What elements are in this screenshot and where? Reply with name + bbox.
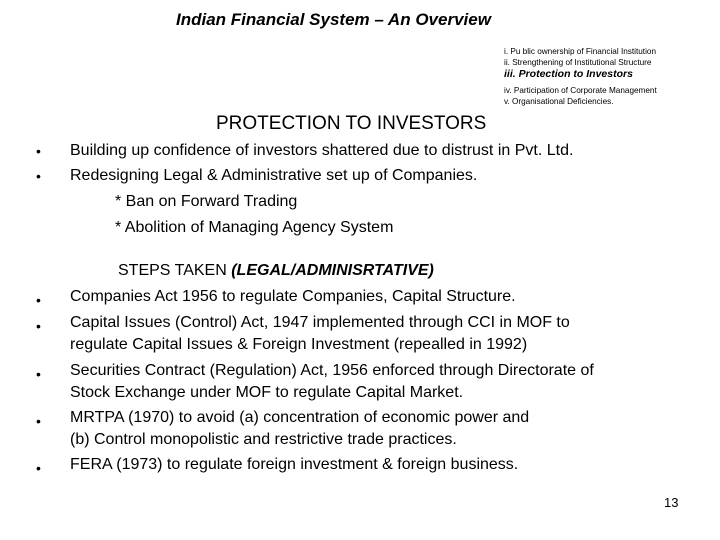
bullet-marker: • [36, 318, 41, 334]
page-number: 13 [664, 495, 679, 510]
bullet-marker: • [36, 143, 41, 159]
sub-item: * Abolition of Managing Agency System [115, 219, 394, 236]
bullet-item-continuation: (b) Control monopolistic and restrictive trade practices. [70, 431, 457, 448]
bullet-item: Companies Act 1956 to regulate Companies, Capital Structure. [70, 288, 516, 305]
outline-item-i: i. Pu blic ownership of Financial Institution [504, 47, 657, 56]
steps-heading [118, 261, 434, 281]
bullet-item: Building up confidence of investors shattered due to distrust in Pvt. Ltd. [70, 142, 574, 159]
sub-item: * Ban on Forward Trading [115, 193, 298, 210]
bullet-item: FERA (1973) to regulate foreign investment & foreign business. [70, 456, 519, 473]
bullet-item: Redesigning Legal & Administrative set up of Companies. [70, 167, 478, 184]
bullet-marker: • [36, 413, 41, 429]
bullet-marker: • [36, 292, 41, 308]
bullet-marker: • [36, 460, 41, 476]
section-heading: PROTECTION TO INVESTORS [216, 113, 487, 134]
bullet-marker: • [36, 366, 41, 382]
outline-item-v: v. Organisational Deficiencies. [504, 97, 614, 106]
steps-label: STEPS TAKEN [118, 262, 232, 279]
outline-item-iv: iv. Participation of Corporate Management [504, 86, 657, 95]
topic-outline [504, 46, 657, 107]
bullet-marker: • [36, 168, 41, 184]
outline-item-iii-current: iii. Protection to Investors [504, 68, 633, 80]
steps-qualifier: (LEGAL/ADMINISRTATIVE) [231, 262, 434, 279]
slide-title: Indian Financial System – An Overview [176, 10, 491, 29]
bullet-item: MRTPA (1970) to avoid (a) concentration of economic power and [70, 409, 530, 426]
outline-item-ii: ii. Strengthening of Institutional Structure [504, 58, 652, 67]
bullet-item: Securities Contract (Regulation) Act, 1956 enforced through Directorate of [70, 362, 594, 379]
bullet-item: Capital Issues (Control) Act, 1947 implemented through CCI in MOF to [70, 314, 570, 331]
bullet-item-continuation: regulate Capital Issues & Foreign Investment (repealled in 1992) [70, 336, 528, 353]
bullet-item-continuation: Stock Exchange under MOF to regulate Capital Market. [70, 384, 464, 401]
